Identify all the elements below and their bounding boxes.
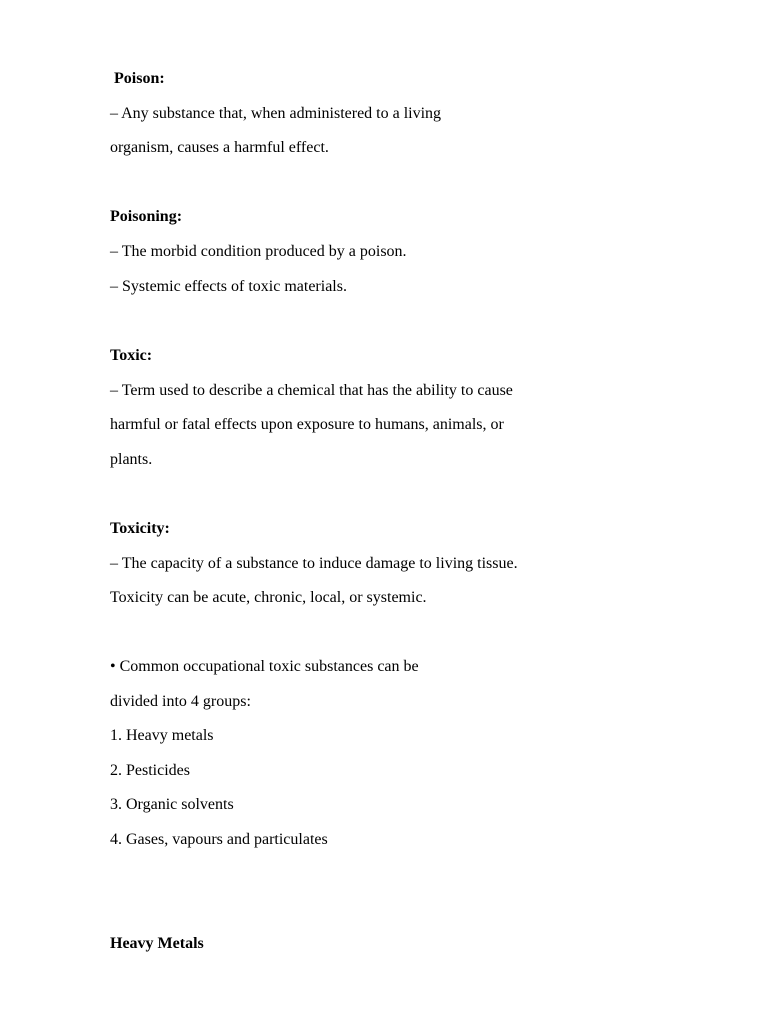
list-item: 1. Heavy metals bbox=[110, 727, 214, 744]
section-line: – Any substance that, when administered to a living bbox=[110, 105, 442, 122]
section-line: Toxicity can be acute, chronic, local, or systemic. bbox=[110, 589, 427, 606]
section-heading-heavy-metals: Heavy Metals bbox=[110, 935, 204, 952]
list-item: 3. Organic solvents bbox=[110, 796, 234, 813]
section-heading-poison: Poison: bbox=[114, 70, 165, 87]
section-line: plants. bbox=[110, 451, 153, 468]
section-line: organism, causes a harmful effect. bbox=[110, 139, 329, 156]
section-heading-toxicity: Toxicity: bbox=[110, 520, 170, 537]
section-line: – Systemic effects of toxic materials. bbox=[110, 278, 347, 295]
section-line: – The morbid condition produced by a poison. bbox=[110, 243, 407, 260]
section-heading-poisoning: Poisoning: bbox=[110, 208, 183, 225]
list-item: 2. Pesticides bbox=[110, 762, 190, 779]
groups-intro-line: divided into 4 groups: bbox=[110, 693, 251, 710]
list-item: 4. Gases, vapours and particulates bbox=[110, 831, 328, 848]
section-line: harmful or fatal effects upon exposure to humans, animals, or bbox=[110, 416, 504, 433]
section-heading-toxic: Toxic: bbox=[110, 347, 153, 364]
section-line: – Term used to describe a chemical that has the ability to cause bbox=[110, 382, 513, 399]
section-line: – The capacity of a substance to induce damage to living tissue. bbox=[110, 555, 518, 572]
groups-intro-line: • Common occupational toxic substances can be bbox=[110, 658, 419, 675]
